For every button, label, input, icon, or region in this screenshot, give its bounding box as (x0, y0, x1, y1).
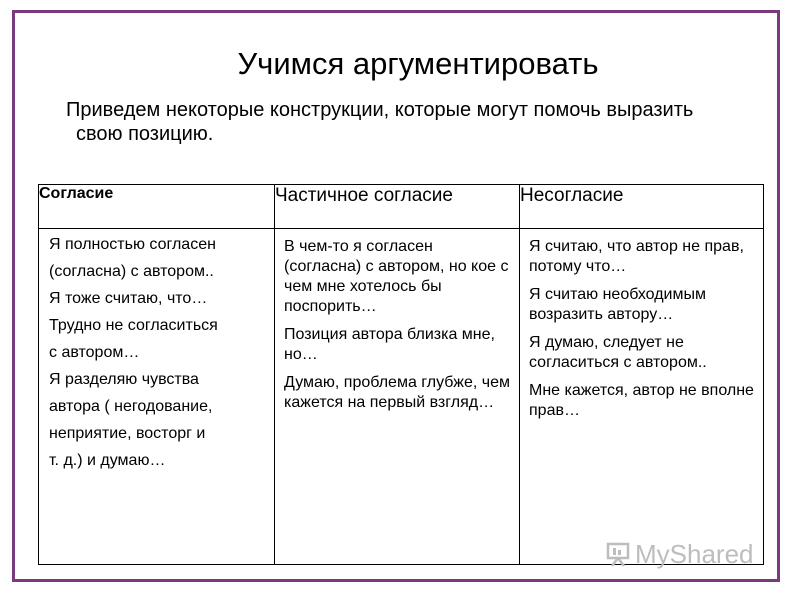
agreement-line: (согласна) с автором.. (49, 263, 214, 280)
watermark-text: MyShared (635, 538, 754, 569)
partial-agreement-phrase: Думаю, проблема глубже, чем кажется на первый взгляд… (284, 374, 510, 411)
agreement-line: Трудно не согласиться (49, 317, 218, 334)
disagreement-phrase: Мне кажется, автор не вполне прав… (529, 382, 754, 419)
agreement-line: Я тоже считаю, что… (49, 290, 208, 307)
agreement-line: с автором… (49, 344, 140, 361)
disagreement-phrase: Я думаю, следует не согласиться с автором.. (529, 334, 707, 371)
partial-agreement-phrase: Позиция автора близка мне, но… (284, 326, 495, 363)
disagreement-phrase: Я считаю, что автор не прав, потому что… (529, 238, 744, 275)
partial-agreement-cell (275, 229, 520, 565)
presentation-board-icon (605, 541, 631, 567)
slide-title: Учимся аргументировать (237, 46, 599, 81)
subtitle-line-1: Приведем некоторые конструкции, которые могут помочь выразить (66, 99, 694, 121)
header-disagreement: Несогласие (520, 185, 764, 229)
slide-subtitle (66, 98, 786, 146)
subtitle-line-2: свою позицию. (76, 123, 214, 145)
arguments-table (38, 184, 764, 565)
agreement-line: автора ( негодование, (49, 398, 213, 415)
agreement-line: т. д.) и думаю… (49, 452, 166, 469)
partial-agreement-phrase: В чем-то я согласен (согласна) с автором, но кое с чем мне хотелось бы поспорить… (284, 238, 509, 315)
disagreement-cell (520, 229, 764, 565)
watermark (605, 538, 765, 570)
header-partial-agreement: Частичное согласие (275, 185, 520, 229)
table-header-row (39, 185, 764, 229)
agreement-line: Я полностью согласен (49, 236, 216, 253)
disagreement-phrase: Я считаю необходимым возразить автору… (529, 286, 706, 323)
agreement-line: Я разделяю чувства (49, 371, 199, 388)
header-agreement: Согласие (39, 185, 275, 229)
agreement-line: неприятие, восторг и (49, 425, 206, 442)
table-body-row (39, 229, 764, 565)
agreement-cell (39, 229, 275, 565)
